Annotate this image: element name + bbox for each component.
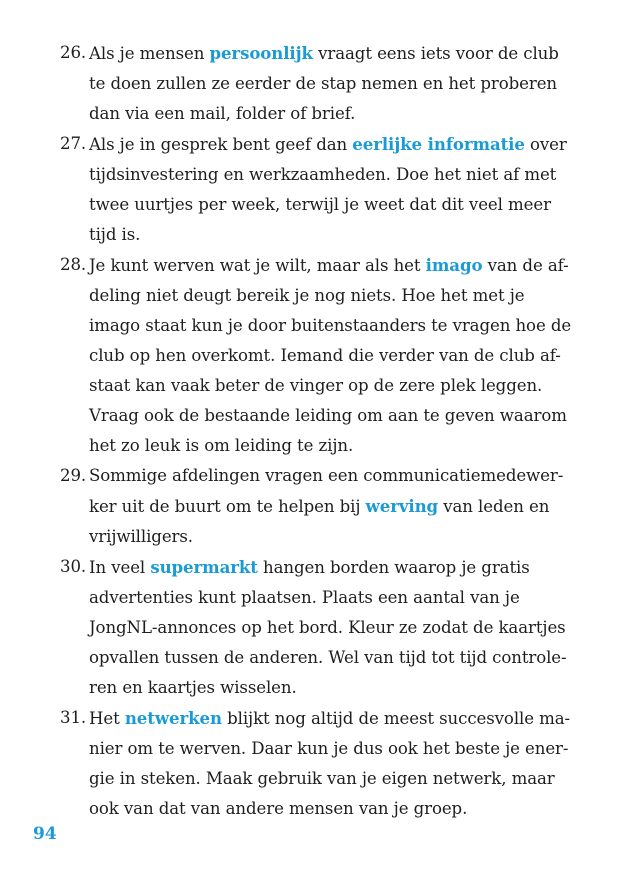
tip-text-segment: te doen zullen ze eerder de stap nemen en het proberen	[89, 74, 558, 93]
tip-text	[89, 129, 567, 250]
tip-keyword: imago	[425, 255, 483, 275]
tip-line	[89, 129, 567, 160]
tip-text-segment: ker uit de buurt om te helpen bij	[89, 497, 366, 516]
tip-number: 29.	[60, 466, 87, 485]
tip-line	[89, 522, 563, 552]
tip-keyword: persoonlijk	[209, 43, 313, 63]
tip-item	[60, 552, 567, 703]
tip-text	[89, 250, 571, 461]
tip-text-segment: Sommige afdelingen vragen een communicatiemedewer-	[89, 466, 564, 485]
tips-list	[60, 38, 572, 824]
tip-line	[89, 491, 563, 522]
tip-text-segment: vraagt eens iets voor de club	[312, 44, 559, 63]
tip-line	[89, 703, 570, 734]
tip-text-segment: opvallen tussen de anderen. Wel van tijd tot tijd controle-	[89, 648, 567, 667]
tip-line	[89, 38, 560, 69]
tip-line	[89, 341, 571, 371]
tip-line	[89, 190, 567, 220]
tip-text-segment: JongNL-annonces op het bord. Kleur ze zodat de kaartjes	[89, 618, 566, 637]
tip-line	[89, 552, 567, 583]
tip-line	[89, 461, 563, 491]
tip-item	[60, 461, 564, 552]
tip-text-segment: van de af-	[482, 256, 569, 275]
tip-text-segment: gie in steken. Maak gebruik van je eigen netwerk, maar	[89, 769, 555, 788]
tip-item	[60, 703, 571, 824]
tip-line	[89, 734, 570, 764]
tip-text-segment: imago staat kun je door buitenstaanders te vragen hoe de	[89, 316, 572, 335]
tip-line	[89, 160, 567, 190]
tip-text	[89, 703, 570, 824]
tip-keyword: netwerken	[124, 708, 222, 728]
tip-line	[89, 220, 567, 250]
tip-text-segment: over	[524, 135, 567, 154]
tip-text-segment: Het	[89, 709, 125, 728]
tip-line	[89, 764, 570, 794]
tip-keyword: eerlijke informatie	[352, 134, 525, 154]
tip-line	[89, 69, 560, 99]
tip-number: 28.	[60, 255, 87, 274]
tip-text-segment: dan via een mail, folder of brief.	[89, 104, 356, 123]
tip-text-segment: ook van dat van andere mensen van je groep.	[89, 799, 468, 818]
tip-text	[89, 38, 560, 129]
tip-text-segment: Als je mensen	[89, 44, 210, 63]
tip-line	[89, 371, 571, 401]
tip-text-segment: staat kan vaak beter de vinger op de zere plek leggen.	[89, 376, 543, 395]
tip-line	[89, 401, 571, 431]
tip-text-segment: nier om te werven. Daar kun je dus ook het beste je ener-	[89, 739, 569, 758]
tip-line	[89, 794, 570, 824]
tip-line	[89, 99, 560, 129]
tip-text-segment: hangen borden waarop je gratis	[257, 558, 530, 577]
tip-text-segment: tijd is.	[89, 225, 141, 244]
tip-line	[89, 673, 567, 703]
tip-line	[89, 431, 571, 461]
tip-text-segment: het zo leuk is om leiding te zijn.	[89, 436, 354, 455]
tip-line	[89, 613, 567, 643]
tip-line	[89, 281, 571, 311]
tip-item	[60, 129, 567, 250]
tip-text-segment: vrijwilligers.	[89, 527, 193, 546]
tip-text-segment: twee uurtjes per week, terwijl je weet dat dit veel meer	[89, 195, 551, 214]
tip-line	[89, 250, 571, 281]
tip-keyword: supermarkt	[150, 557, 258, 577]
tip-text-segment: In veel	[89, 558, 151, 577]
tip-keyword: werving	[365, 496, 439, 516]
tip-line	[89, 311, 571, 341]
tip-item	[60, 38, 560, 129]
tip-text-segment: deling niet deugt bereik je nog niets. Hoe het met je	[89, 286, 525, 305]
tip-number: 31.	[60, 708, 87, 727]
tip-text-segment: Vraag ook de bestaande leiding om aan te geven waarom	[89, 406, 567, 425]
tip-text-segment: club op hen overkomt. Iemand die verder van de club af-	[89, 346, 561, 365]
tip-text-segment: van leden en	[438, 497, 550, 516]
tip-text-segment: tijdsinvestering en werkzaamheden. Doe het niet af met	[89, 165, 557, 184]
tip-line	[89, 583, 567, 613]
tip-text-segment: ren en kaartjes wisselen.	[89, 678, 297, 697]
tip-text-segment: advertenties kunt plaatsen. Plaats een aantal van je	[89, 588, 520, 607]
tip-number: 26.	[60, 43, 87, 62]
tip-number: 30.	[60, 557, 87, 576]
tip-text-segment: Als je in gesprek bent geef dan	[89, 135, 353, 154]
tip-text	[89, 552, 567, 703]
tip-text	[89, 461, 563, 552]
tip-text-segment: blijkt nog altijd de meest succesvolle ma-	[221, 709, 571, 728]
tip-line	[89, 643, 567, 673]
tip-number: 27.	[60, 134, 87, 153]
tip-item	[60, 250, 572, 461]
tip-text-segment: Je kunt werven wat je wilt, maar als het	[89, 256, 426, 275]
page-number: 94	[33, 824, 57, 844]
